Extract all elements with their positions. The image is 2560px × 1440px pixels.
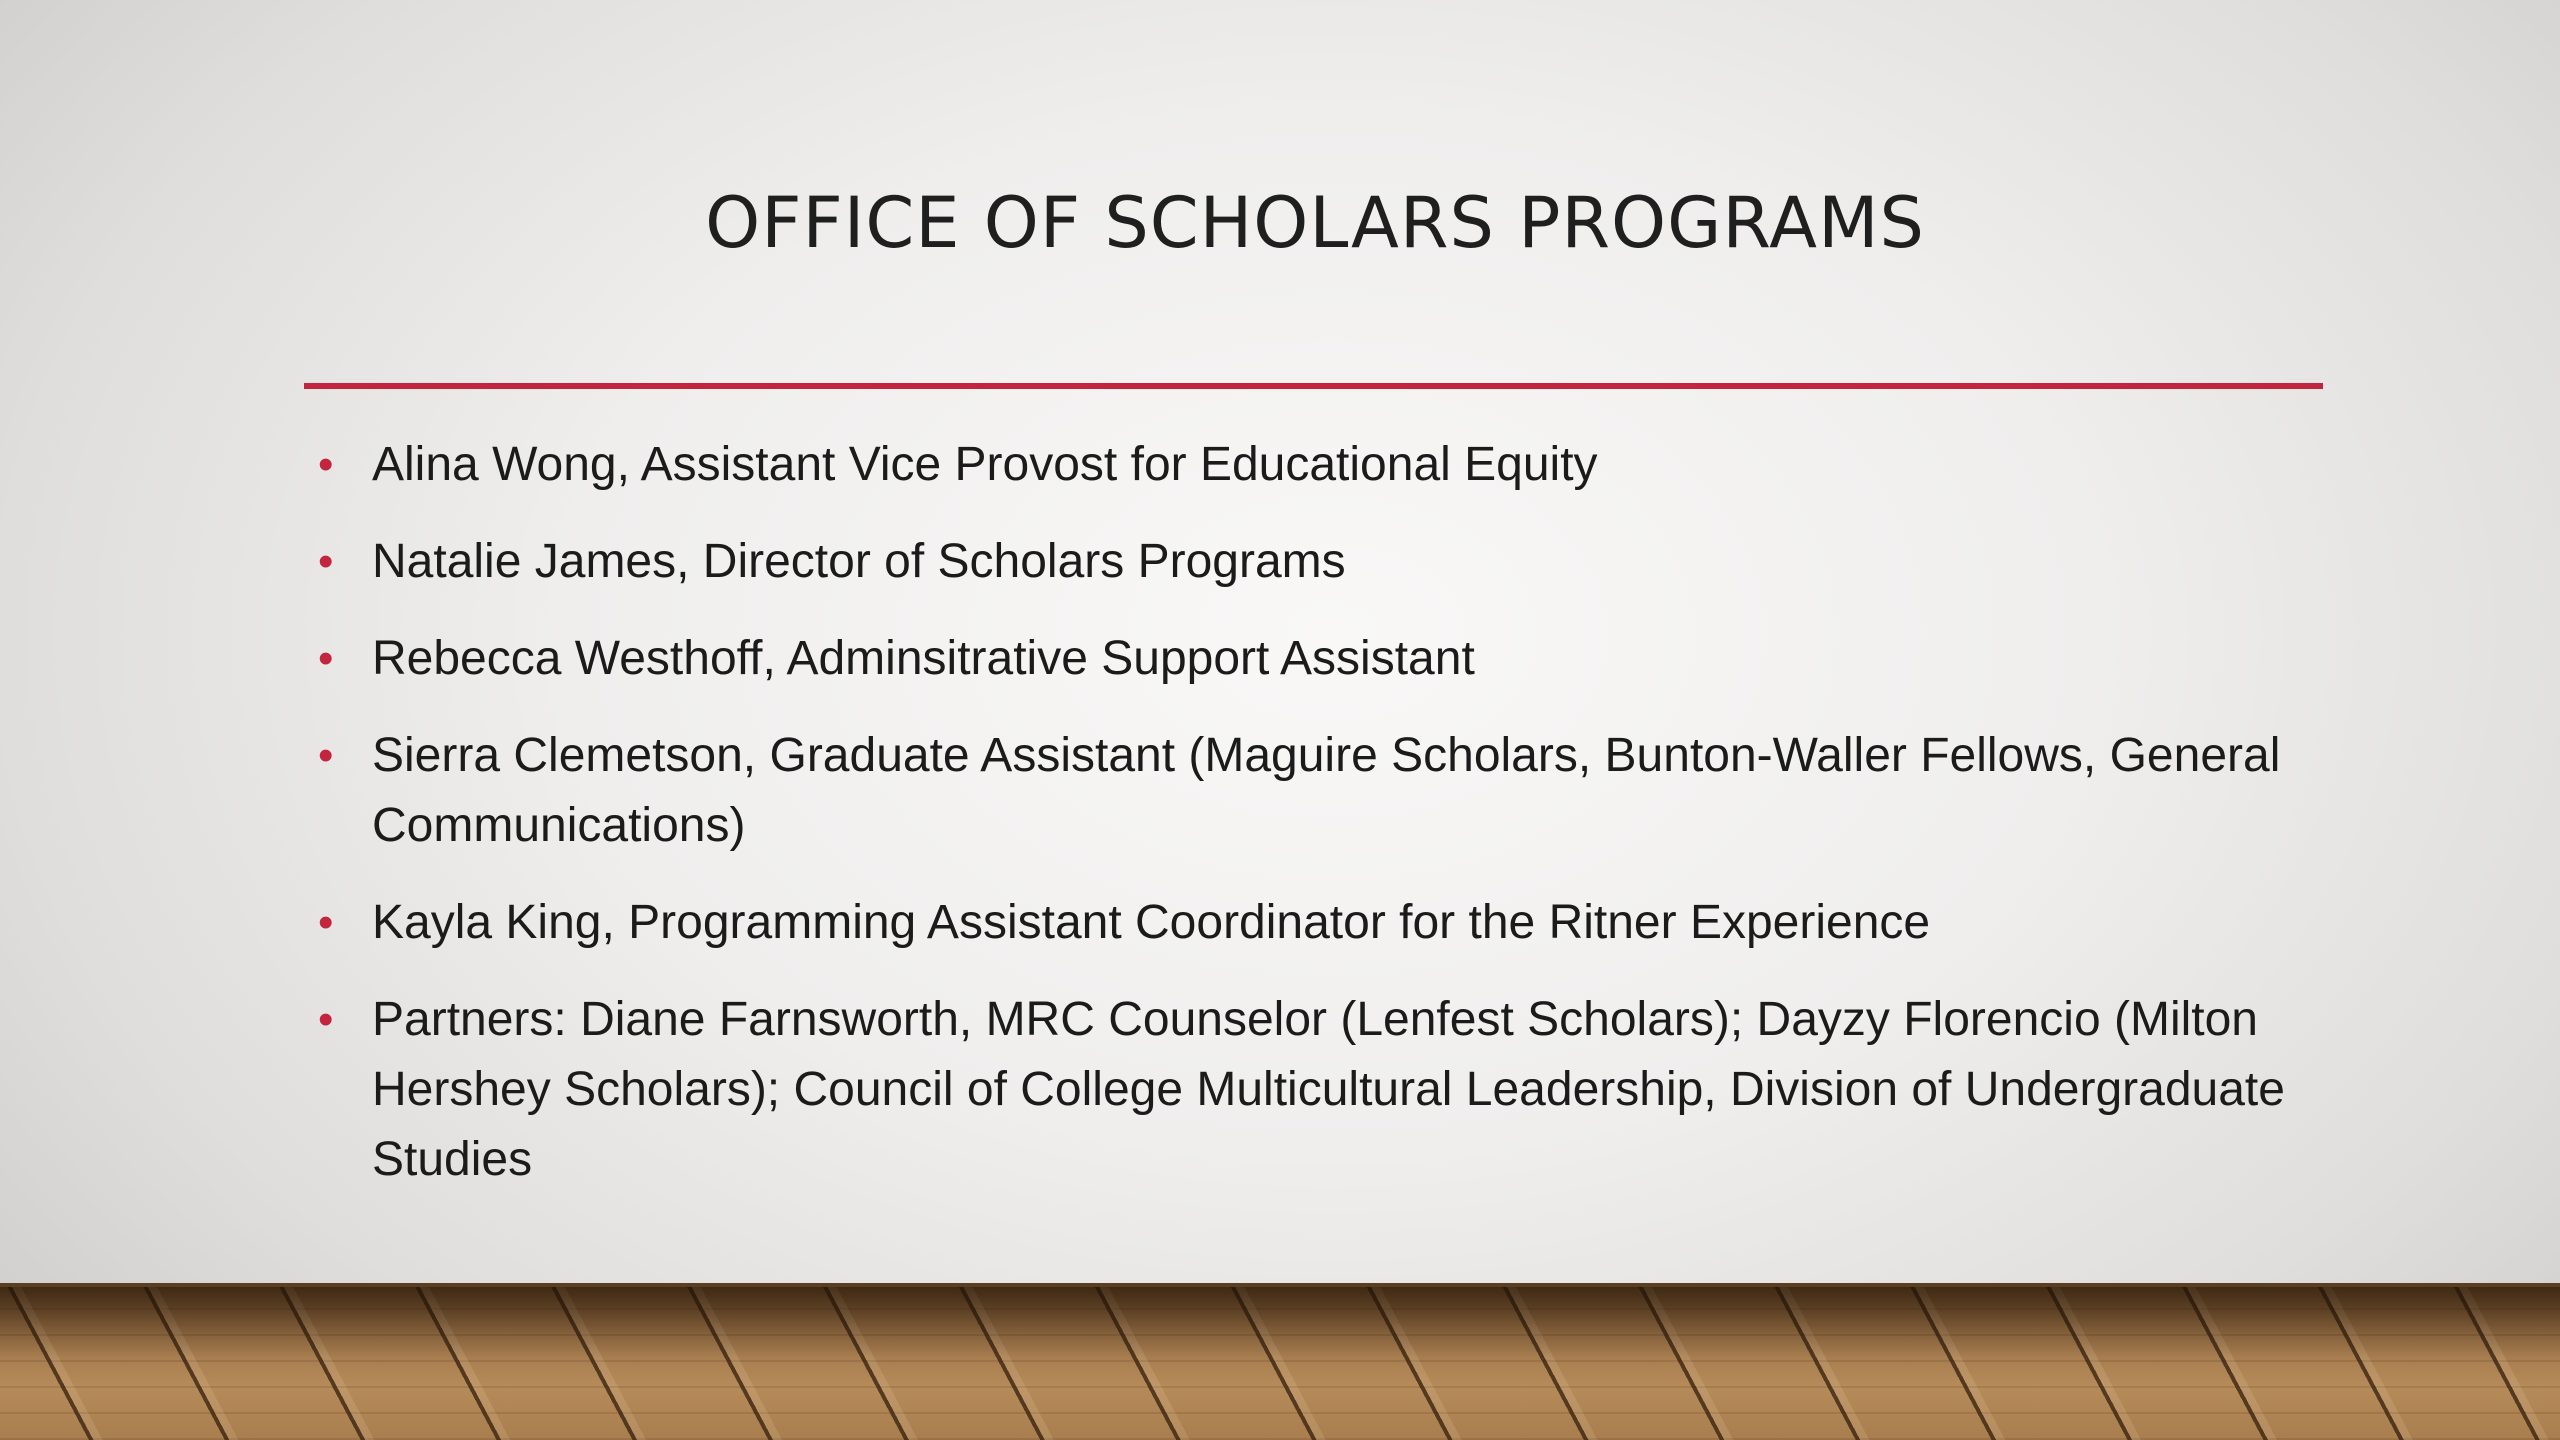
- bullet-item: [318, 721, 2338, 861]
- title-divider: [304, 383, 2323, 389]
- bullet-item: [318, 985, 2338, 1195]
- bullet-text: Natalie James, Director of Scholars Programs: [372, 535, 1346, 588]
- bullet-item: [318, 624, 2338, 694]
- slide-title: OFFICE OF SCHOLARS PROGRAMS: [705, 182, 1925, 264]
- bullet-text: Sierra Clemetson, Graduate Assistant (Maguire Scholars, Bunton-Waller Fellows, General Communications): [372, 729, 2281, 852]
- bullet-item: [318, 527, 2338, 597]
- bullet-dot-icon: •: [318, 634, 334, 683]
- bullet-text: Rebecca Westhoff, Adminsitrative Support Assistant: [372, 632, 1475, 685]
- floor-shadow: [0, 1287, 2560, 1440]
- bullet-text: Kayla King, Programming Assistant Coordinator for the Ritner Experience: [372, 896, 1931, 949]
- bullet-list: [318, 430, 2338, 1222]
- bullet-dot-icon: •: [318, 995, 334, 1044]
- bullet-item: [318, 888, 2338, 958]
- bullet-text: Alina Wong, Assistant Vice Provost for Educational Equity: [372, 438, 1598, 491]
- bullet-dot-icon: •: [318, 440, 334, 489]
- bullet-dot-icon: •: [318, 898, 334, 947]
- wood-floor-background: [0, 1283, 2560, 1440]
- bullet-text: Partners: Diane Farnsworth, MRC Counselor (Lenfest Scholars); Dayzy Florencio (Milton Hershey Scholars); Council of College Multicultural Leadership, Division of Undergraduate Studies: [372, 993, 2285, 1186]
- bullet-dot-icon: •: [318, 731, 334, 780]
- bullet-dot-icon: •: [318, 537, 334, 586]
- bullet-item: [318, 430, 2338, 500]
